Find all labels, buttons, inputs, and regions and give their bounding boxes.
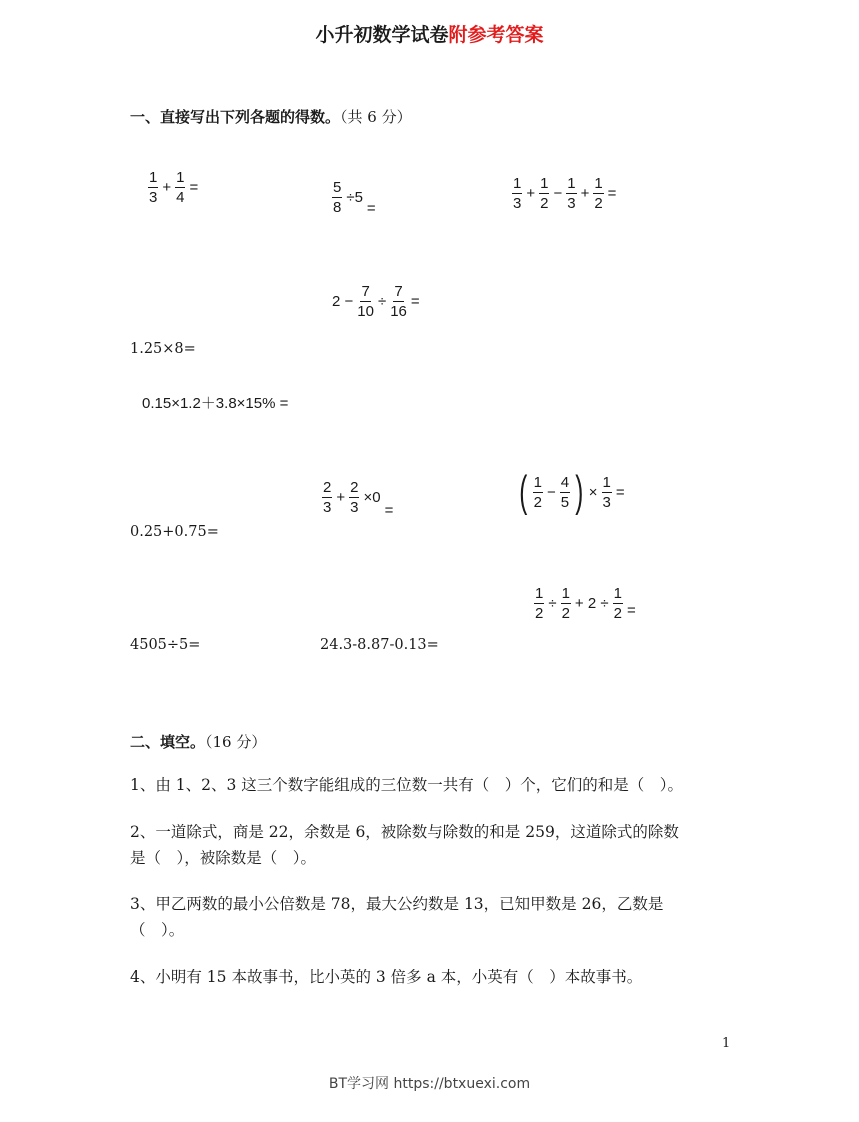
question-2-line2: 是（ ），被除数是（ ）。 (130, 849, 317, 867)
problem-10 (532, 586, 638, 621)
page-number: 1 (722, 1036, 731, 1051)
operator: − (547, 483, 556, 501)
numerator: 5 (333, 179, 342, 196)
numerator: 1 (176, 169, 185, 186)
problem-8 (516, 467, 627, 516)
operator: = (607, 185, 617, 202)
section1-heading-text: 一、直接写出下列各题的得数。 (130, 108, 341, 126)
numerator: 1 (533, 473, 542, 491)
section1-heading (130, 106, 412, 127)
numerator: 1 (567, 175, 576, 192)
operator: + (580, 185, 590, 202)
problem-7 (320, 476, 395, 519)
numerator: 1 (513, 175, 522, 192)
fraction (357, 284, 374, 319)
operator: = (626, 602, 636, 619)
problem-5: 1.25×8= (130, 341, 196, 357)
fraction (560, 475, 570, 510)
operator: ÷ (548, 595, 557, 612)
numerator: 4 (560, 473, 570, 491)
denominator: 8 (333, 199, 342, 216)
problem-11: 4505÷5= (130, 637, 201, 653)
denominator: 2 (613, 605, 622, 622)
denominator: 3 (567, 195, 576, 212)
numerator: 1 (613, 585, 622, 602)
title-main: 小升初数学试卷 (315, 24, 449, 46)
numerator: 1 (602, 473, 611, 491)
numerator: 7 (361, 283, 370, 300)
question-3-line2: （ ）。 (130, 921, 185, 939)
operator: × (588, 483, 598, 501)
operator: + (526, 185, 536, 202)
denominator: 3 (350, 499, 359, 516)
denominator: 2 (561, 605, 570, 622)
operator: + (336, 489, 346, 506)
fraction (332, 180, 342, 215)
section2-heading-text: 二、填空。 (130, 733, 206, 751)
fraction (602, 475, 612, 510)
numerator: 1 (594, 175, 603, 192)
denominator: 2 (535, 605, 544, 622)
operator: − (553, 185, 563, 202)
fraction (533, 475, 543, 510)
fraction (175, 170, 185, 205)
fraction (148, 170, 158, 205)
numerator: 1 (561, 585, 570, 602)
fraction (593, 176, 603, 211)
problem-1 (146, 170, 200, 205)
fraction (539, 176, 549, 211)
question-4: 4、小明有 15 本故事书，比小英的 3 倍多 a 本，小英有（ ）本故事书。 (130, 968, 643, 986)
fraction (561, 586, 571, 621)
operator: + 2 ÷ (574, 595, 609, 612)
denominator: 2 (594, 195, 603, 212)
left-paren: ( (519, 467, 528, 516)
operator: = (410, 293, 420, 310)
problem-6: 0.15×1.2＋3.8×15% = (142, 395, 289, 412)
operator: = (189, 179, 199, 196)
denominator: 5 (560, 493, 570, 511)
question-3-line1: 3、甲乙两数的最小公倍数是 78，最大公约数是 13，已知甲数是 26，乙数是 (130, 895, 664, 913)
denominator: 3 (149, 189, 158, 206)
footer-watermark: BT学习网 https://btxuexi.com (328, 1076, 531, 1092)
operator: 2 − (332, 293, 354, 310)
denominator: 10 (357, 303, 374, 320)
numerator: 1 (149, 169, 158, 186)
denominator: 2 (540, 195, 549, 212)
fraction (322, 480, 332, 515)
denominator: 3 (602, 493, 611, 511)
problem-2 (330, 178, 378, 217)
numerator: 1 (540, 175, 549, 192)
fraction (512, 176, 522, 211)
problem-9: 0.25+0.75= (130, 524, 219, 540)
denominator: 3 (323, 499, 332, 516)
operator: = (615, 483, 625, 501)
right-paren: ) (575, 467, 584, 516)
denominator: 2 (533, 493, 542, 511)
question-2-line1: 2、一道除式，商是 22，余数是 6，被除数与除数的和是 259，这道除式的除数 (130, 823, 679, 841)
page-title (0, 20, 859, 47)
question-1: 1、由 1、2、3 这三个数字能组成的三位数一共有（ ）个，它们的和是（ ）。 (130, 776, 684, 794)
fraction (566, 176, 576, 211)
operator: ÷ (377, 293, 387, 310)
denominator: 3 (513, 195, 522, 212)
problem-3 (510, 176, 618, 211)
fraction (349, 480, 359, 515)
section2-score: （16 分） (205, 733, 267, 751)
operator: = (366, 200, 376, 217)
section1-score: （共 6 分） (340, 108, 412, 126)
numerator: 2 (323, 479, 332, 496)
denominator: 4 (176, 189, 185, 206)
section2-heading (130, 731, 266, 752)
operator: ×0 (363, 489, 381, 506)
numerator: 2 (350, 479, 359, 496)
problem-12: 24.3-8.87-0.13= (320, 637, 439, 653)
numerator: 7 (394, 283, 403, 300)
title-red: 附参考答案 (448, 24, 544, 46)
fraction (534, 586, 544, 621)
numerator: 1 (535, 585, 544, 602)
problem-4 (330, 284, 422, 319)
fraction (613, 586, 623, 621)
fraction (390, 284, 407, 319)
operator: = (384, 502, 394, 519)
denominator: 16 (390, 303, 407, 320)
operator: ÷5 (346, 189, 363, 206)
operator: + (162, 179, 172, 196)
